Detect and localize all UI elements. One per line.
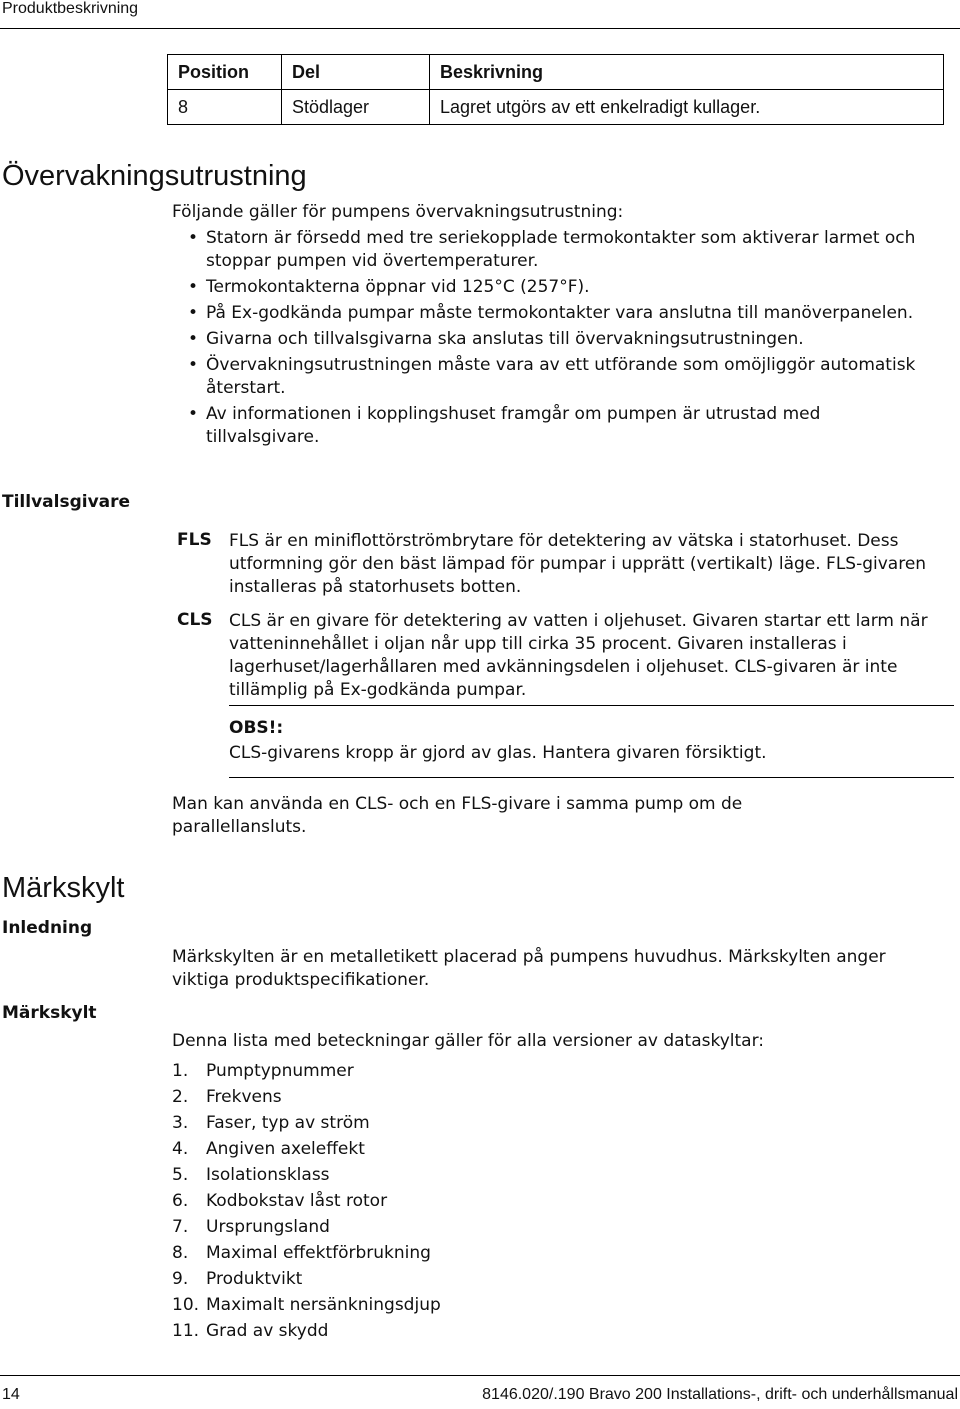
item-number: 4. (172, 1139, 189, 1159)
list-item: • På Ex-godkända pumpar måste termokontakter vara anslutna till manöverpanelen. (172, 302, 926, 325)
item-text: Angiven axeleffekt (206, 1139, 365, 1159)
list-item (172, 1240, 441, 1266)
item-number: 5. (172, 1165, 189, 1185)
footer-divider (0, 1375, 960, 1376)
fls-definition: FLS är en miniflottörströmbrytare för detektering av vätska i statorhuset. Dess utformning gör den bäst lämpad för pumpar i upprätt (vertikalt) läge. FLS-givaren installeras på statorhusets botten. (229, 531, 927, 597)
item-number: 11. (172, 1321, 200, 1341)
item-text: Maximalt nersänkningsdjup (206, 1295, 441, 1315)
item-text: Produktvikt (206, 1269, 303, 1289)
list-item (172, 1188, 441, 1214)
monitoring-intro: Följande gäller för pumpens övervakningsutrustning: (172, 202, 624, 222)
list-item (172, 1162, 441, 1188)
list-item (172, 1084, 441, 1110)
item-number: 1. (172, 1061, 189, 1081)
item-number: 8. (172, 1243, 189, 1263)
nameplate-list-label: Märkskylt (2, 1003, 97, 1023)
item-text: Kodbokstav låst rotor (206, 1191, 388, 1211)
combined-sensors-text: Man kan använda en CLS- och en FLS-givare i samma pump om de parallellansluts. (172, 794, 743, 837)
nameplate-list-intro: Denna lista med beteckningar gäller för alla versioner av dataskyltar: (172, 1031, 765, 1051)
table-cell: Stödlager (282, 90, 430, 125)
list-item: • Övervakningsutrustningen måste vara av ett utförande som omöjliggör automatisk återstart. (172, 354, 926, 400)
cls-definition: CLS är en givare för detektering av vatten i oljehuset. Givaren startar ett larm när vatteninnehållet i oljan når upp till cirka 35 procent. Givaren installeras i lagerhuset/lagerhållaren med avkänningsdelen i oljehuset. CLS-givaren är inte tillämplig på Ex-godkända pumpar. (229, 611, 928, 700)
column-header: Beskrivning (430, 55, 944, 90)
list-item (172, 1058, 441, 1084)
item-text: Faser, typ av ström (206, 1113, 370, 1133)
nameplate-intro-text: Märkskylten är en metalletikett placerad på pumpens huvudhus. Märkskylten anger viktiga produktspecifikationer. (172, 947, 886, 990)
note-box (229, 705, 954, 778)
list-item (172, 1214, 441, 1240)
item-text: Frekvens (206, 1087, 282, 1107)
document-title: 8146.020/.190 Bravo 200 Installations-, drift- och underhållsmanual (482, 1386, 958, 1403)
table-header-row (168, 55, 944, 90)
item-number: 3. (172, 1113, 189, 1133)
item-number: 7. (172, 1217, 189, 1237)
item-text: Pumptypnummer (206, 1061, 354, 1081)
parts-table (167, 54, 944, 125)
note-text: CLS-givarens kropp är gjord av glas. Hantera givaren försiktigt. (229, 743, 767, 763)
cls-term: CLS (177, 610, 213, 630)
section-header: Produktbeskrivning (2, 0, 139, 17)
item-text: Isolationsklass (206, 1165, 330, 1185)
list-item (172, 1136, 441, 1162)
fls-term: FLS (177, 530, 212, 550)
nameplate-intro-label: Inledning (2, 918, 93, 938)
table-cell: 8 (168, 90, 282, 125)
optional-sensors-label: Tillvalsgivare (2, 492, 131, 512)
page-number: 14 (2, 1386, 20, 1403)
table-row (168, 90, 944, 125)
item-text: Maximal effektförbrukning (206, 1243, 431, 1263)
list-item: • Statorn är försedd med tre seriekopplade termokontakter som aktiverar larmet och stoppar pumpen vid övertemperaturer. (172, 227, 926, 273)
item-number: 10. (172, 1295, 200, 1315)
column-header: Del (282, 55, 430, 90)
monitoring-heading: Övervakningsutrustning (2, 160, 307, 192)
note-title: OBS!: (229, 718, 284, 738)
nameplate-heading: Märkskylt (2, 872, 125, 904)
header-divider (0, 28, 960, 29)
list-item: • Givarna och tillvalsgivarna ska anslutas till övervakningsutrustningen. (172, 328, 926, 351)
list-item (172, 1318, 441, 1344)
nameplate-designation-list (172, 1058, 441, 1344)
monitoring-bullet-list (172, 227, 926, 452)
table-cell: Lagret utgörs av ett enkelradigt kullager. (430, 90, 944, 125)
list-item (172, 1266, 441, 1292)
list-item: • Av informationen i kopplingshuset framgår om pumpen är utrustad med tillvalsgivare. (172, 403, 926, 449)
item-number: 6. (172, 1191, 189, 1211)
item-text: Ursprungsland (206, 1217, 330, 1237)
list-item (172, 1292, 441, 1318)
list-item (172, 1110, 441, 1136)
list-item: • Termokontakterna öppnar vid 125°C (257°F). (172, 276, 926, 299)
item-number: 9. (172, 1269, 189, 1289)
column-header: Position (168, 55, 282, 90)
item-number: 2. (172, 1087, 189, 1107)
item-text: Grad av skydd (206, 1321, 329, 1341)
